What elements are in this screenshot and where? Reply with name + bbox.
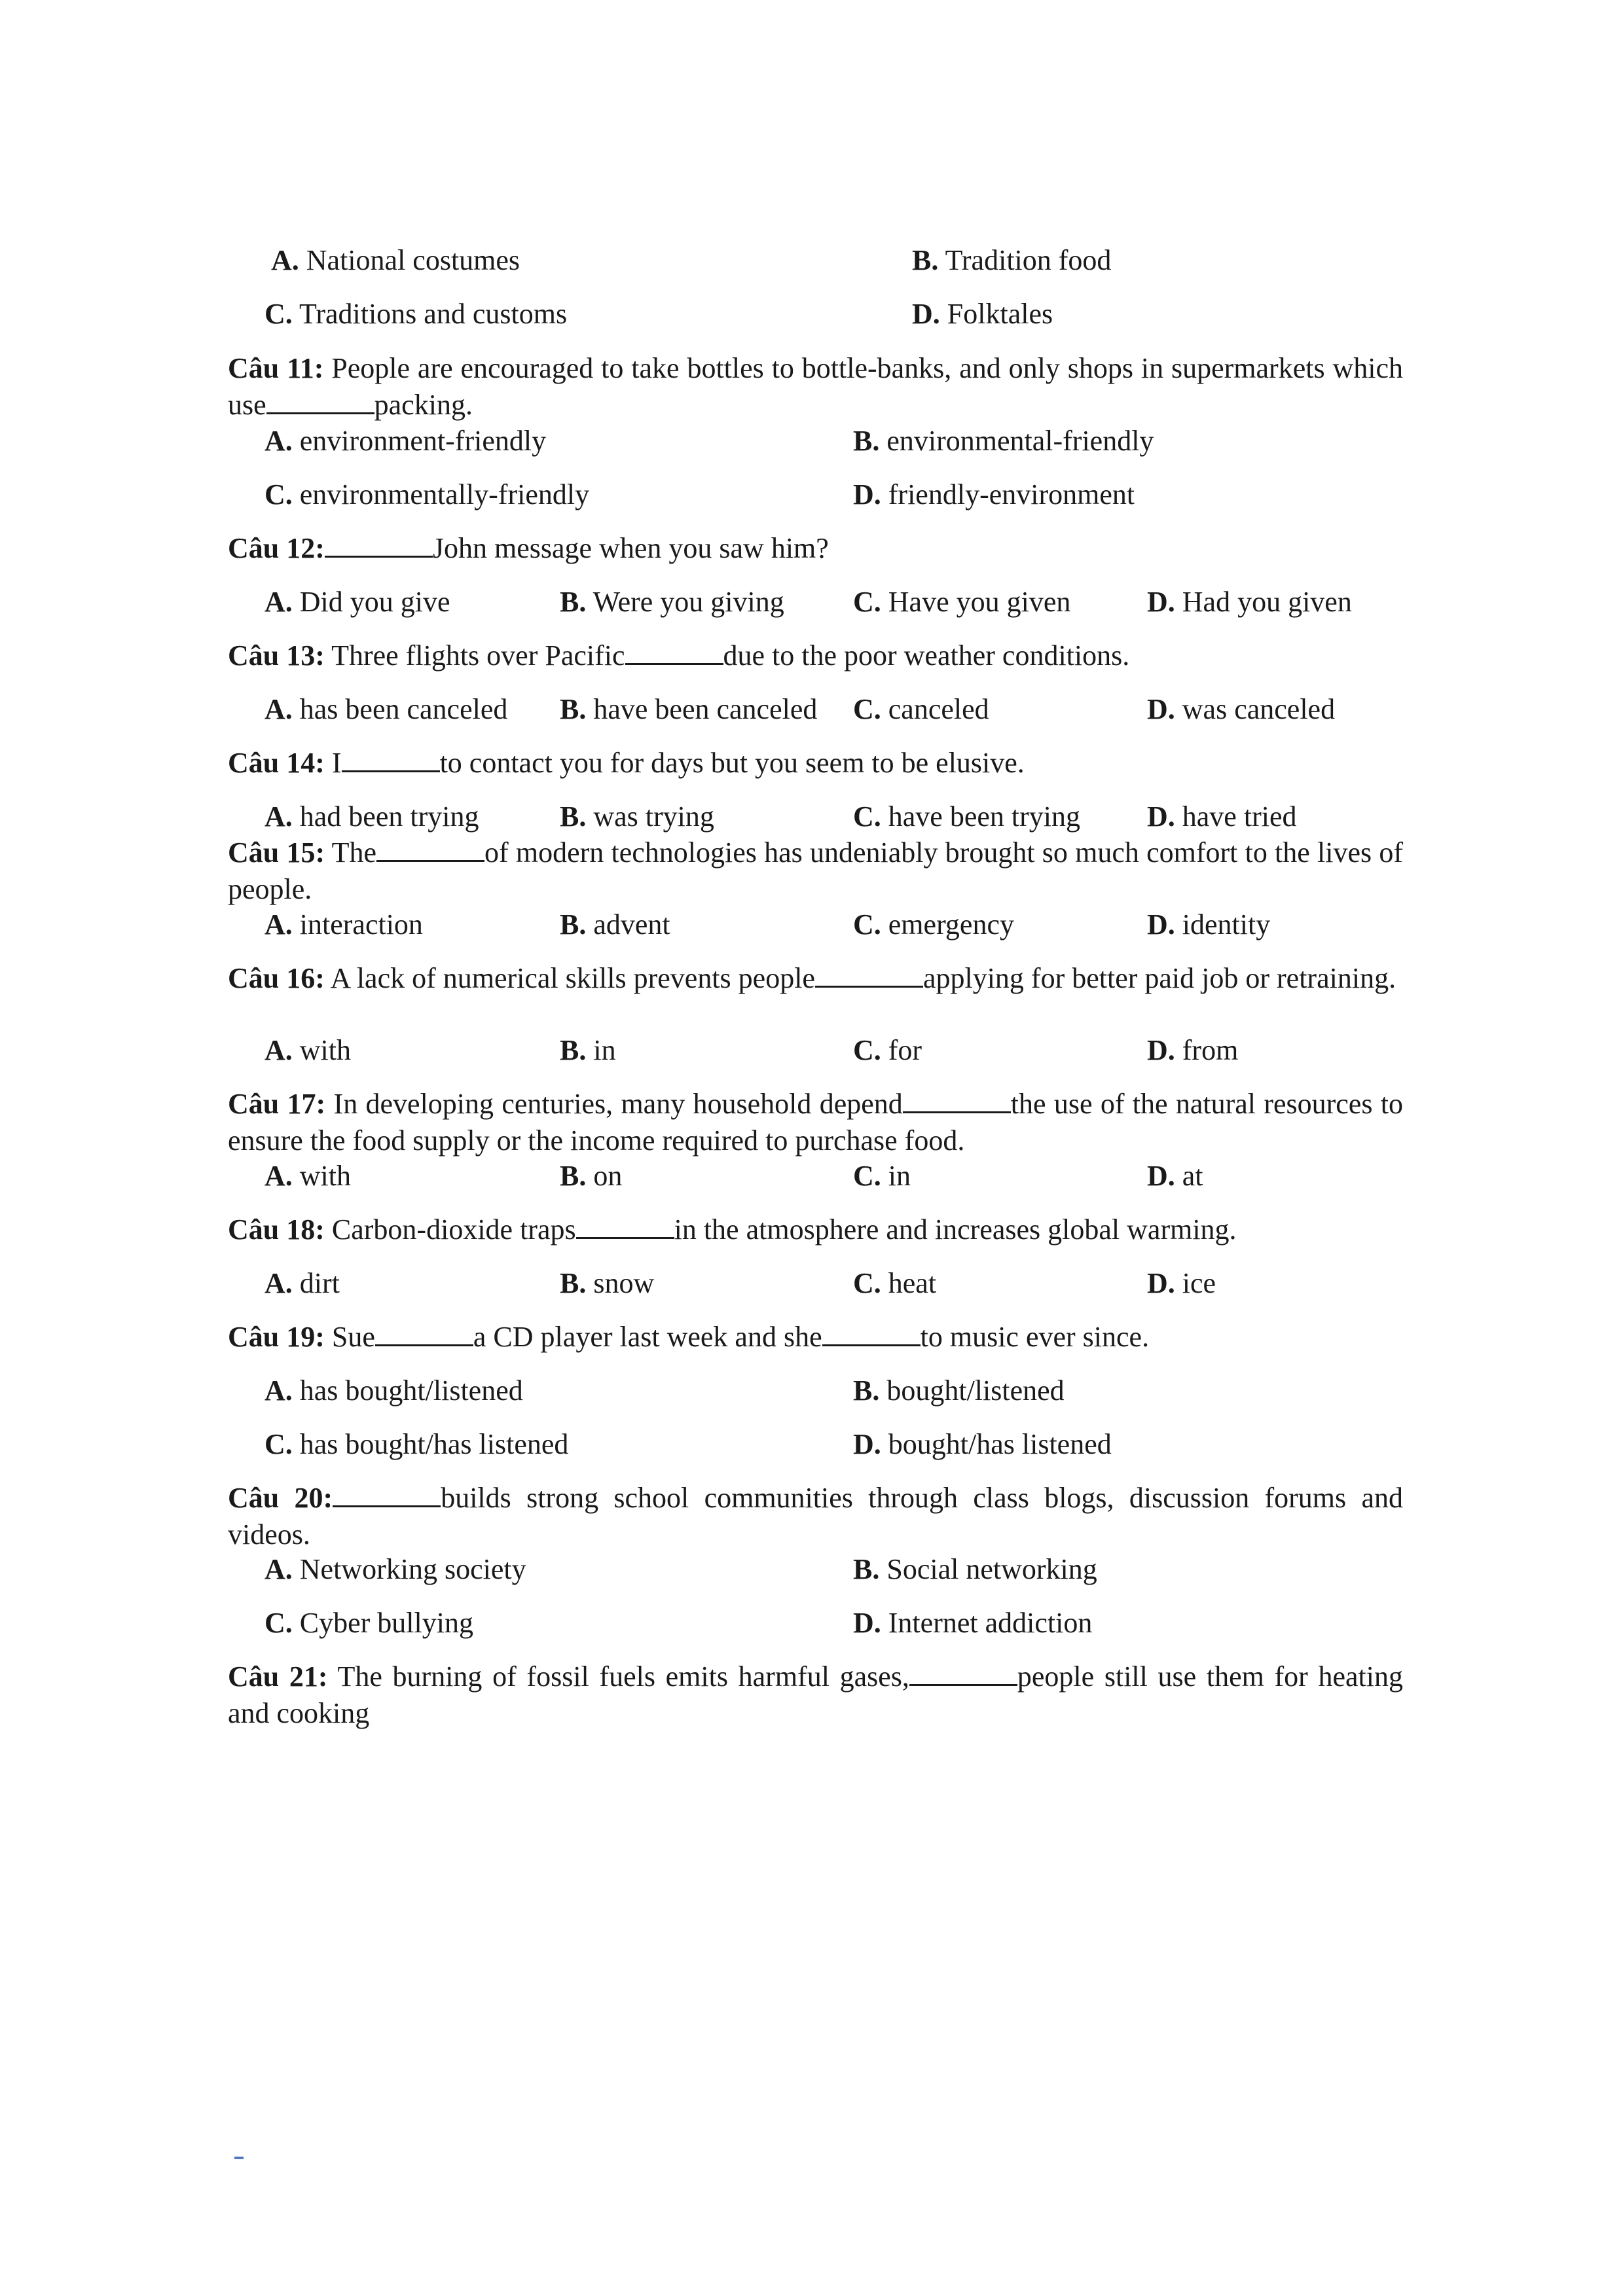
question-21: Câu 21: The burning of fossil fuels emits harmful gases, people still use them for heating and cooking (228, 1660, 1403, 1729)
q12-option-a: A. Did you give (264, 586, 450, 618)
q12-option-b: B. Were you giving (560, 586, 784, 618)
q18-option-a: A. dirt (264, 1267, 340, 1299)
answer-blank (266, 389, 374, 414)
q12-option-d: D. Had you given (1147, 586, 1352, 618)
question-11: Câu 11: People are encouraged to take bottles to bottle-banks, and only shops in supermarkets which use packing. (228, 352, 1403, 421)
q19-option-b: B. bought/listened (853, 1374, 1065, 1407)
q18-option-d: D. ice (1147, 1267, 1216, 1299)
q17-option-d: D. at (1147, 1160, 1203, 1192)
question-18: Câu 18: Carbon-dioxide traps in the atmosphere and increases global warming. (228, 1213, 1237, 1246)
q11-option-d: D. friendly-environment (853, 478, 1135, 511)
q15-option-b: B. advent (560, 908, 670, 941)
question-14: Câu 14: I to contact you for days but you seem to be elusive. (228, 747, 1025, 779)
question-16: Câu 16: A lack of numerical skills prevents people applying for better paid job or retraining. (228, 962, 1396, 994)
q17-option-b: B. on (560, 1160, 623, 1192)
answer-blank (375, 1321, 473, 1346)
question-13: Câu 13: Three flights over Pacific due to the poor weather conditions. (228, 639, 1130, 672)
q18-option-b: B. snow (560, 1267, 655, 1299)
page-footer-mark (234, 2157, 244, 2159)
answer-blank (822, 1321, 921, 1346)
q20-option-b: B. Social networking (853, 1553, 1097, 1585)
q11-option-c: C. environmentally-friendly (264, 478, 590, 511)
question-20: Câu 20: builds strong school communities through class blogs, discussion forums and videos. (228, 1482, 1403, 1551)
q20-option-d: D. Internet addiction (853, 1607, 1093, 1639)
q19-option-a: A. has bought/listened (264, 1374, 523, 1407)
q13-option-d: D. was canceled (1147, 693, 1336, 725)
q12-option-c: C. Have you given (853, 586, 1071, 618)
q19-option-d: D. bought/has listened (853, 1428, 1112, 1460)
q15-option-a: A. interaction (264, 908, 423, 941)
q14-option-d: D. have tried (1147, 800, 1297, 833)
q14-option-a: A. had been trying (264, 800, 479, 833)
q19-option-c: C. has bought/has listened (264, 1428, 569, 1460)
q14-option-c: C. have been trying (853, 800, 1080, 833)
question-12: Câu 12: John message when you saw him? (228, 532, 829, 564)
question-17: Câu 17: In developing centuries, many household depend the use of the natural resources to ensure the food supply or the income required to purchase food. (228, 1088, 1403, 1157)
q15-option-d: D. identity (1147, 908, 1271, 941)
answer-blank (903, 1088, 1011, 1113)
q14-option-b: B. was trying (560, 800, 714, 833)
q20-option-c: C. Cyber bullying (264, 1607, 473, 1639)
q16-option-a: A. with (264, 1034, 352, 1066)
answer-blank (342, 747, 440, 772)
q17-option-c: C. in (853, 1160, 911, 1192)
question-19: Câu 19: Sue a CD player last week and she to music ever since. (228, 1321, 1150, 1353)
q11-option-a: A. environment-friendly (264, 425, 547, 457)
q16-option-d: D. from (1147, 1034, 1239, 1066)
q11-option-b: B. environmental-friendly (853, 425, 1154, 457)
q13-option-b: B. have been canceled (560, 693, 818, 725)
q18-option-c: C. heat (853, 1267, 937, 1299)
answer-blank (325, 532, 433, 558)
q15-option-c: C. emergency (853, 908, 1014, 941)
answer-blank (909, 1660, 1017, 1686)
answer-blank (625, 639, 723, 665)
q10-option-a: A. National costumes (271, 244, 520, 276)
q13-option-c: C. canceled (853, 693, 989, 725)
q16-option-b: B. in (560, 1034, 616, 1066)
q16-option-c: C. for (853, 1034, 922, 1066)
answer-blank (576, 1213, 674, 1239)
q13-option-a: A. has been canceled (264, 693, 508, 725)
answer-blank (376, 836, 484, 862)
answer-blank (333, 1482, 441, 1507)
q10-option-d: D. Folktales (912, 298, 1053, 330)
q17-option-a: A. with (264, 1160, 352, 1192)
question-15: Câu 15: The of modern technologies has undeniably brought so much comfort to the lives of people. (228, 836, 1403, 905)
q10-option-c: C. Traditions and customs (264, 298, 568, 330)
q20-option-a: A. Networking society (264, 1553, 526, 1585)
answer-blank (815, 962, 923, 988)
q10-option-b: B. Tradition food (912, 244, 1112, 276)
